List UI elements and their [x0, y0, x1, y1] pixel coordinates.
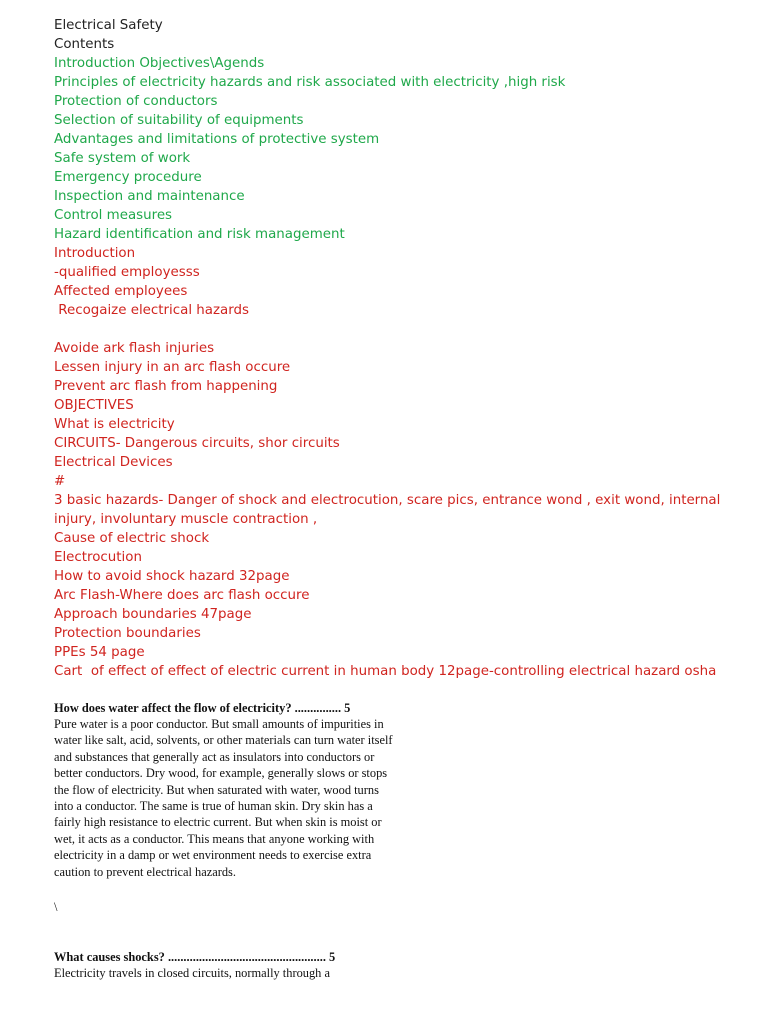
question-heading: How does water affect the flow of electricity? ............... 5 — [54, 701, 351, 715]
note-item: Approach boundaries 47page — [54, 607, 252, 622]
note-item: What is electricity — [54, 417, 175, 432]
document-title: Electrical Safety — [54, 18, 163, 33]
note-item: Affected employees — [54, 284, 188, 299]
document-page — [54, 16, 754, 981]
contents-list-green — [54, 54, 754, 244]
note-item: Arc Flash-Where does arc flash occure — [54, 588, 310, 603]
answer-paragraph: Electricity travels in closed circuits, normally through a — [54, 966, 330, 981]
contents-item: Emergency procedure — [54, 170, 202, 185]
note-item: Cart of effect of effect of electric current in human body 12page-controlling electrical hazard osha — [54, 664, 717, 679]
note-item: Recogaize electrical hazards — [54, 303, 249, 318]
contents-item: Safe system of work — [54, 151, 191, 166]
contents-item: Selection of suitability of equipments — [54, 113, 304, 128]
note-item: -qualified employesss — [54, 265, 200, 280]
note-item: Lessen injury in an arc flash occure — [54, 360, 291, 375]
contents-item: Introduction Objectives\Agends — [54, 56, 265, 71]
note-item: OBJECTIVES — [54, 398, 134, 413]
answer-paragraph: Pure water is a poor conductor. But small amounts of impurities in water like salt, acid, solvents, or other materials can turn water itself and substances that generally act as insulators into conductors or better conductors. Dry wood, for example, generally slows or stops the flow of electricity. But when saturated with water, wood turns into a conductor. The same is true of human skin. Dry skin has a fairly high resistance to electric current. But when skin is moist or wet, it acts as a conductor. This means that anyone working with electricity in a damp or wet environment needs to exercise extra caution to prevent electrical hazards. — [54, 717, 393, 879]
contents-item: Protection of conductors — [54, 94, 218, 109]
excerpt-section — [54, 700, 399, 981]
note-item: Cause of electric shock — [54, 531, 210, 546]
blank-line — [54, 320, 754, 339]
note-item: How to avoid shock hazard 32page — [54, 569, 290, 584]
contents-item: Principles of electricity hazards and risk associated with electricity ,high risk — [54, 75, 566, 90]
contents-label: Contents — [54, 37, 115, 52]
note-item: Protection boundaries — [54, 626, 201, 641]
note-item: PPEs 54 page — [54, 645, 145, 660]
notes-list-red-b — [54, 339, 754, 681]
notes-section — [54, 16, 754, 681]
note-item: Avoide ark flash injuries — [54, 341, 215, 356]
stray-character: \ — [54, 900, 58, 915]
contents-item: Inspection and maintenance — [54, 189, 245, 204]
note-item: 3 basic hazards- Danger of shock and electrocution, scare pics, entrance wond , exit wond, internal injury, involuntary muscle contraction , — [54, 493, 721, 527]
note-item: Prevent arc flash from happening — [54, 379, 278, 394]
contents-item: Hazard identification and risk management — [54, 227, 345, 242]
note-item: Electrocution — [54, 550, 142, 565]
question-heading: What causes shocks? ................................................... 5 — [54, 950, 336, 965]
notes-list-red-a — [54, 244, 754, 320]
contents-item: Advantages and limitations of protective system — [54, 132, 380, 147]
note-item: Electrical Devices — [54, 455, 173, 470]
note-item: Introduction — [54, 246, 136, 261]
note-item: # — [54, 474, 66, 489]
note-item: CIRCUITS- Dangerous circuits, shor circuits — [54, 436, 340, 451]
contents-item: Control measures — [54, 208, 173, 223]
